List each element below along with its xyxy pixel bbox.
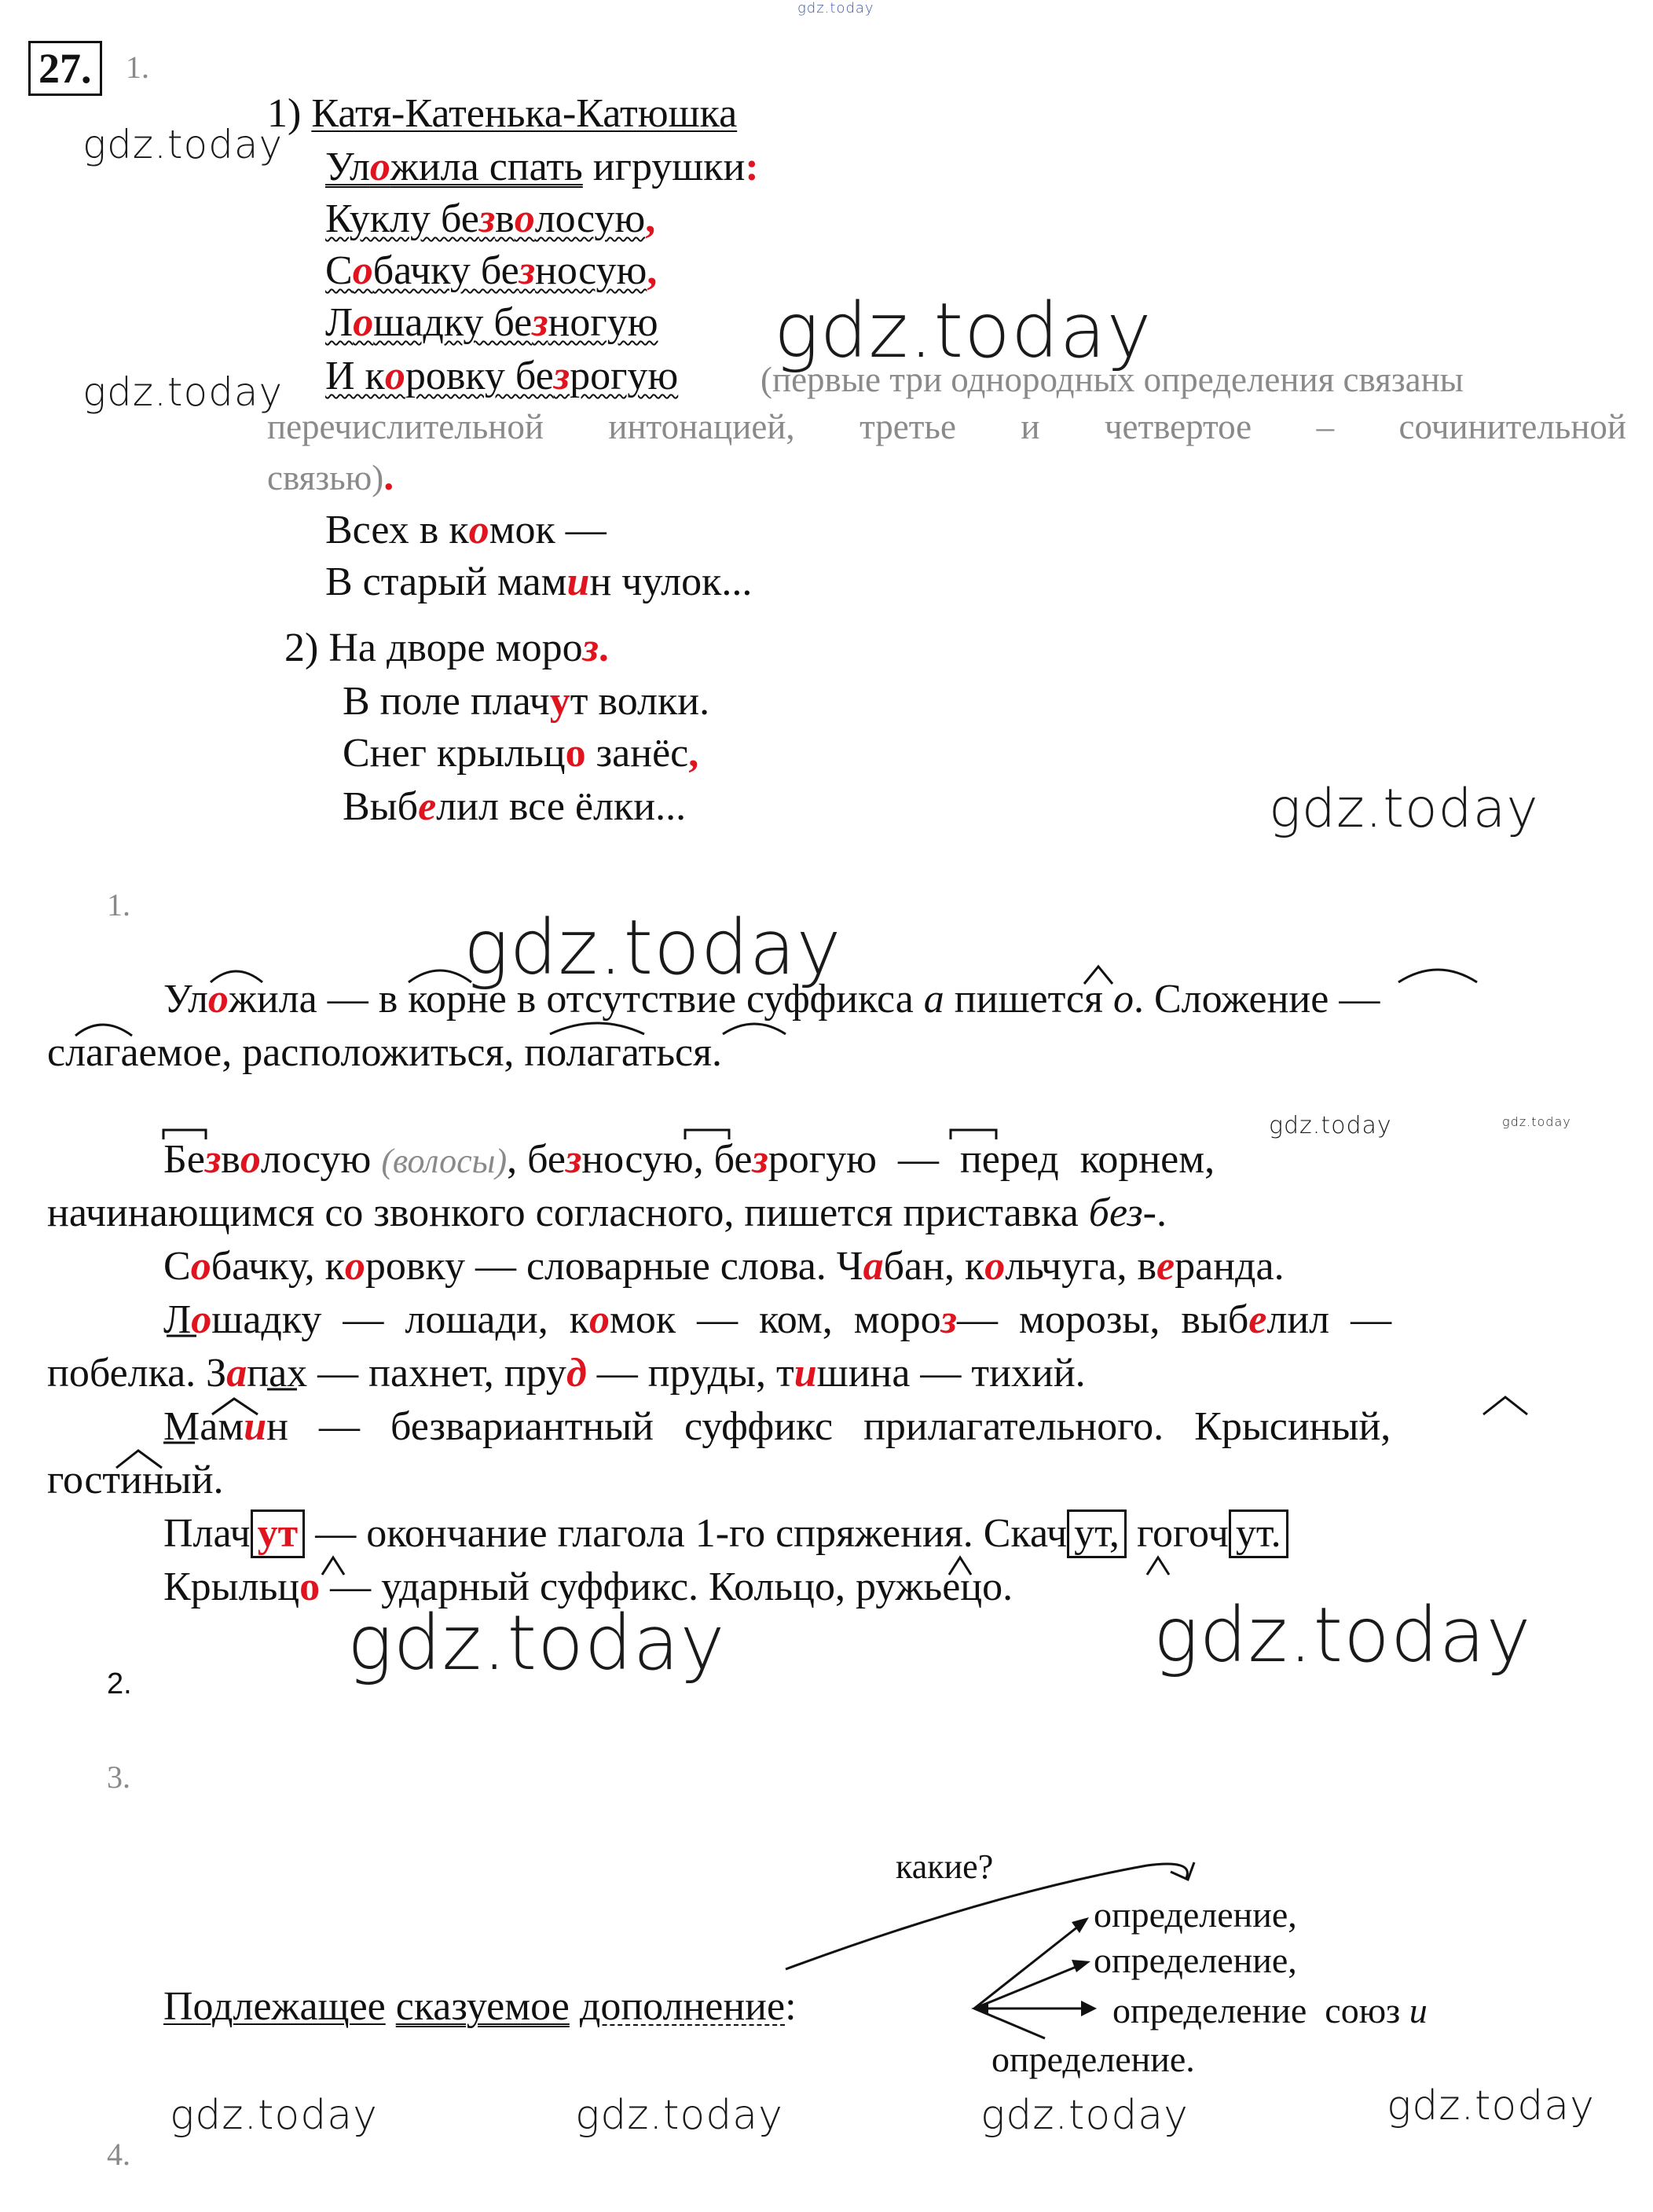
suffix-caret [212, 1399, 258, 1414]
watermark: gdz.today [575, 2092, 783, 2139]
explanation-line: Собачку, коровку — словарные слова. Чабан, кольчуга, веранда. [163, 1244, 1285, 1289]
explanation-line: Лошадку — лошади, комок — ком, мороз— морозы, выбелил — [163, 1297, 1392, 1342]
section-2-label: 2. [107, 1667, 132, 1700]
explanation-line: гостиный. [47, 1458, 224, 1502]
watermark: gdz.today [1269, 778, 1539, 840]
poem2-line: Выбелил все ёлки... [343, 784, 687, 829]
suffix-caret [322, 1557, 344, 1575]
section-1b-label: 1. [107, 887, 130, 923]
watermark: gdz.today [774, 287, 1153, 375]
question-arrow [786, 1864, 1187, 1969]
poem1-note-line1: (первые три однородных определения связаны [761, 360, 1464, 399]
explanation-line: Безволосую (волосы), безносую, безрогую — перед корнем, [163, 1137, 1215, 1182]
scheme-definition: определение, [1094, 1940, 1297, 1980]
scheme-definition: определение. [991, 2039, 1195, 2079]
poem1-title: Катя-Катенька-Катюшка [311, 91, 738, 136]
watermark: gdz.today [464, 904, 842, 992]
watermark: gdz.today [1269, 1112, 1392, 1139]
watermark: gdz.today [980, 2092, 1189, 2139]
poem1-line: Лошадку безногую [325, 300, 658, 345]
scheme-definition: определение, [1094, 1895, 1297, 1935]
arrowhead [1081, 2001, 1097, 2016]
prefix-mark [685, 1130, 729, 1139]
scheme-subject: Подлежащее [163, 1984, 386, 2029]
suffix-caret [949, 1557, 971, 1575]
root-arc [75, 1025, 132, 1036]
scheme-members: Подлежащее сказуемое дополнение: [163, 1984, 797, 2029]
explanation-line: побелка. Запах — пахнет, пруд — пруды, тишина — тихий. [47, 1351, 1086, 1396]
root-arc [1398, 970, 1477, 982]
scheme-object: дополнение [579, 1984, 786, 2029]
poem1-note-line2: перечислительной интонацией, третье и четвертое – сочинительной [267, 407, 1626, 446]
arrowhead [1072, 1960, 1090, 1972]
watermark: gdz.today [1153, 1591, 1532, 1679]
scheme-question: какие? [896, 1847, 994, 1886]
poem1-tail-line: В старый мамин чулок... [325, 559, 753, 604]
watermark: gdz.today [1502, 1114, 1571, 1129]
root-arc [550, 1023, 644, 1034]
poem1-note-line3: связью). [267, 454, 394, 499]
watermark: gdz.today [170, 2092, 378, 2139]
definition-arrow [974, 1920, 1086, 2008]
root-arc [723, 1024, 786, 1034]
explanation-line: Мамин — безвариантный суффикс прилагательного. Крысиный, [163, 1404, 1391, 1449]
suffix-caret [1147, 1557, 1169, 1575]
task-number: 27. [28, 41, 102, 96]
watermark: gdz.today [82, 122, 284, 167]
suffix-caret [116, 1451, 162, 1468]
poem1-line: Уложила спать игрушки: [325, 145, 759, 189]
prefix-mark [163, 1130, 206, 1139]
poem1-label: 1) [267, 91, 312, 136]
watermark: gdz.today [347, 1599, 726, 1687]
ending-box: ут, [1067, 1510, 1127, 1558]
poem1-line: Куклу безволосую, [325, 196, 656, 241]
section-3-label: 3. [107, 1759, 130, 1795]
root-arc [409, 970, 471, 982]
suffix-caret [1084, 967, 1112, 984]
section-1-label: 1. [126, 50, 149, 85]
scheme-predicate: сказуемое [395, 1984, 570, 2029]
ending-box: ут. [1229, 1510, 1288, 1558]
poem1-line: Собачку безносую, [325, 248, 658, 293]
poem1-tail-line: Всех в комок — [325, 508, 607, 552]
prefix-mark [951, 1130, 996, 1139]
suffix-caret [1483, 1397, 1527, 1414]
poem2-line: 2) На дворе мороз. [284, 625, 609, 670]
poem2-line: В поле плачут волки. [343, 679, 710, 724]
watermark: gdz.today [82, 369, 284, 415]
watermark-top: gdz.today [797, 0, 874, 17]
explanation-line: Крыльцо — ударный суффикс. Кольцо, ружьецо. [163, 1565, 1013, 1609]
definition-arrow [974, 1963, 1086, 2008]
scheme-definition: определение союз и [1112, 1990, 1428, 2030]
explanation-line: Плач ут — окончание глагола 1-го спряжения. Скач ут, гогоч ут. [163, 1507, 1288, 1560]
explanation-line: Уложила — в корне в отсутствие суффикса а пишется о. Сложение — [163, 977, 1380, 1022]
section-4-label: 4. [107, 2137, 130, 2172]
explanation-line: слагаемое, расположиться, полагаться. [47, 1030, 723, 1075]
poem1-line: И коровку безрогую [325, 354, 679, 398]
ending-box: ут [251, 1510, 306, 1558]
explanation-line: начинающимся со звонкого согласного, пишется приставка без-. [47, 1190, 1167, 1235]
watermark: gdz.today [1387, 2082, 1595, 2129]
poem2-line: Снег крыльцо занёс, [343, 731, 699, 776]
root-arc [211, 971, 262, 982]
